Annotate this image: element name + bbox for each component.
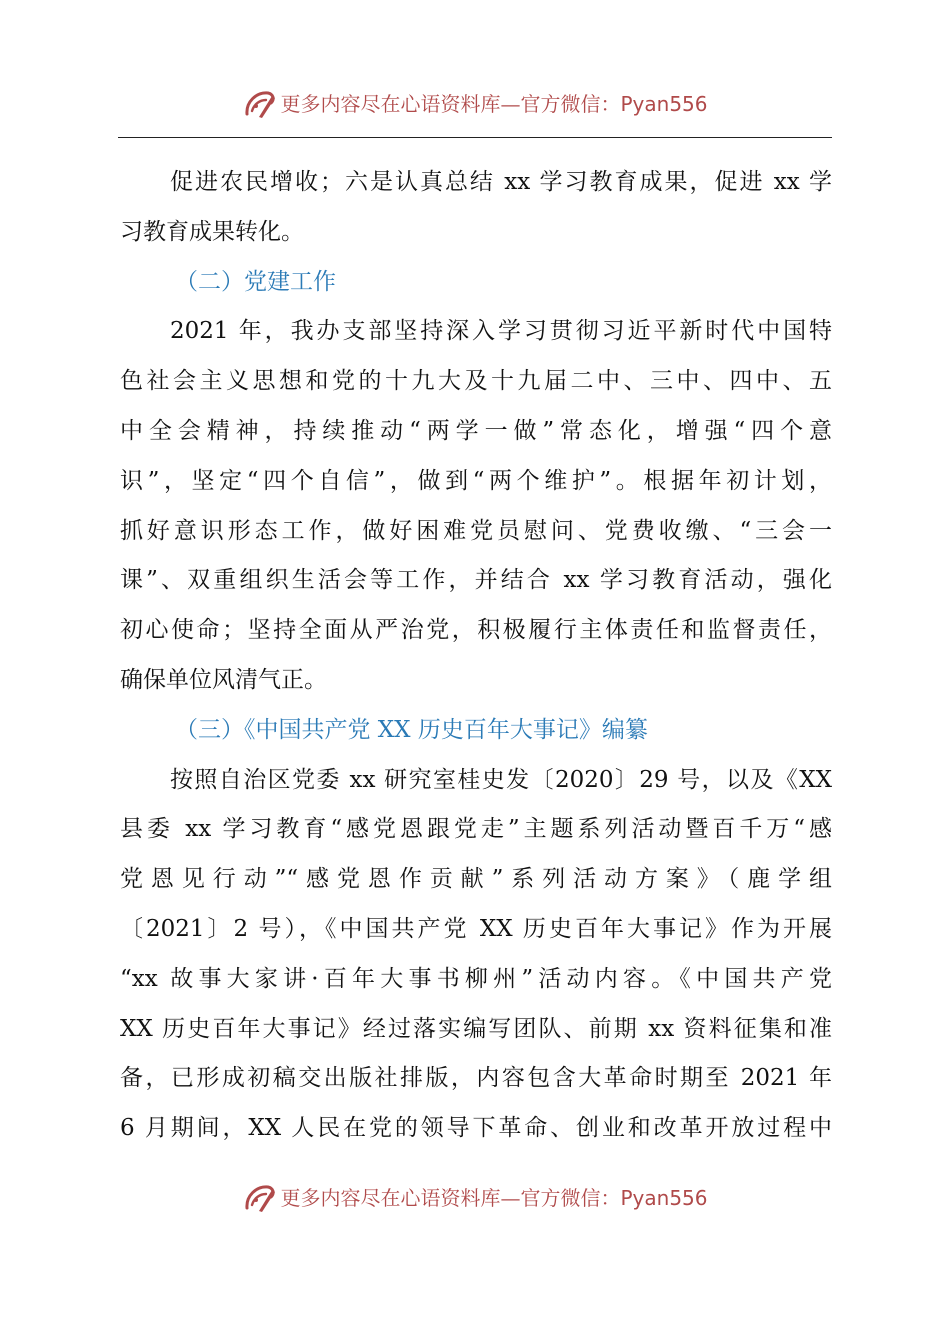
section-heading: （二）党建工作	[175, 268, 336, 295]
body-text-line: 识”，坚定“四个自信”，做到“两个维护”。根据年初计划，	[120, 467, 832, 494]
section-heading: （三）《中国共产党 XX 历史百年大事记》编纂	[175, 716, 648, 743]
document-body	[120, 158, 832, 1154]
wechat-id: Pyan556	[620, 91, 708, 116]
body-text-line: 初心使命；坚持全面从严治党，积极履行主体责任和监督责任，	[120, 617, 832, 644]
body-text-line: 色社会主义思想和党的十九大及十九届二中、三中、四中、五	[120, 368, 832, 395]
brush-pen-icon	[242, 1178, 278, 1214]
body-text-line: 〔2021〕2 号），《中国共产党 XX 历史百年大事记》作为开展	[120, 915, 832, 942]
body-text-line: 中全会精神，持续推动“两学一做”常态化，增强“四个意	[120, 417, 832, 444]
watermark-footer	[0, 1172, 950, 1220]
body-text-line: 按照自治区党委 xx 研究室桂史发〔2020〕29 号，以及《XX	[170, 766, 832, 793]
body-text-line: 习教育成果转化。	[120, 218, 304, 245]
body-text-line: 抓好意识形态工作，做好困难党员慰问、党费收缴、“三会一	[120, 517, 832, 544]
body-text-line: 2021 年，我办支部坚持深入学习贯彻习近平新时代中国特	[170, 318, 832, 345]
body-text-line: 确保单位风清气正。	[120, 666, 327, 693]
brush-pen-icon	[242, 84, 278, 120]
body-text-line: 县委 xx 学习教育“感党恩跟党走”主题系列活动暨百千万“感	[120, 816, 832, 843]
body-text-line: 促进农民增收；六是认真总结 xx 学习教育成果，促进 xx 学	[170, 169, 832, 195]
body-text-line: XX 历史百年大事记》经过落实编写团队、前期 xx 资料征集和准	[120, 1015, 832, 1042]
body-text-line: “xx 故事大家讲·百年大事书柳州”活动内容。《中国共产党	[120, 965, 832, 992]
watermark-header	[0, 78, 950, 126]
body-text-line: 党恩见行动”“感党恩作贡献”系列活动方案》（鹿学组	[120, 866, 832, 893]
header-divider	[118, 137, 832, 138]
watermark-text: 更多内容尽在心语资料库—官方微信：Pyan556	[280, 91, 708, 116]
body-text-line: 6 月期间，XX 人民在党的领导下革命、创业和改革开放过程中	[120, 1115, 832, 1142]
body-text-line: 备，已形成初稿交出版社排版，内容包含大革命时期至 2021 年	[120, 1065, 832, 1092]
body-text-line: 课”、双重组织生活会等工作，并结合 xx 学习教育活动，强化	[120, 567, 832, 594]
wechat-id: Pyan556	[620, 1185, 708, 1210]
watermark-text: 更多内容尽在心语资料库—官方微信：Pyan556	[280, 1185, 708, 1210]
